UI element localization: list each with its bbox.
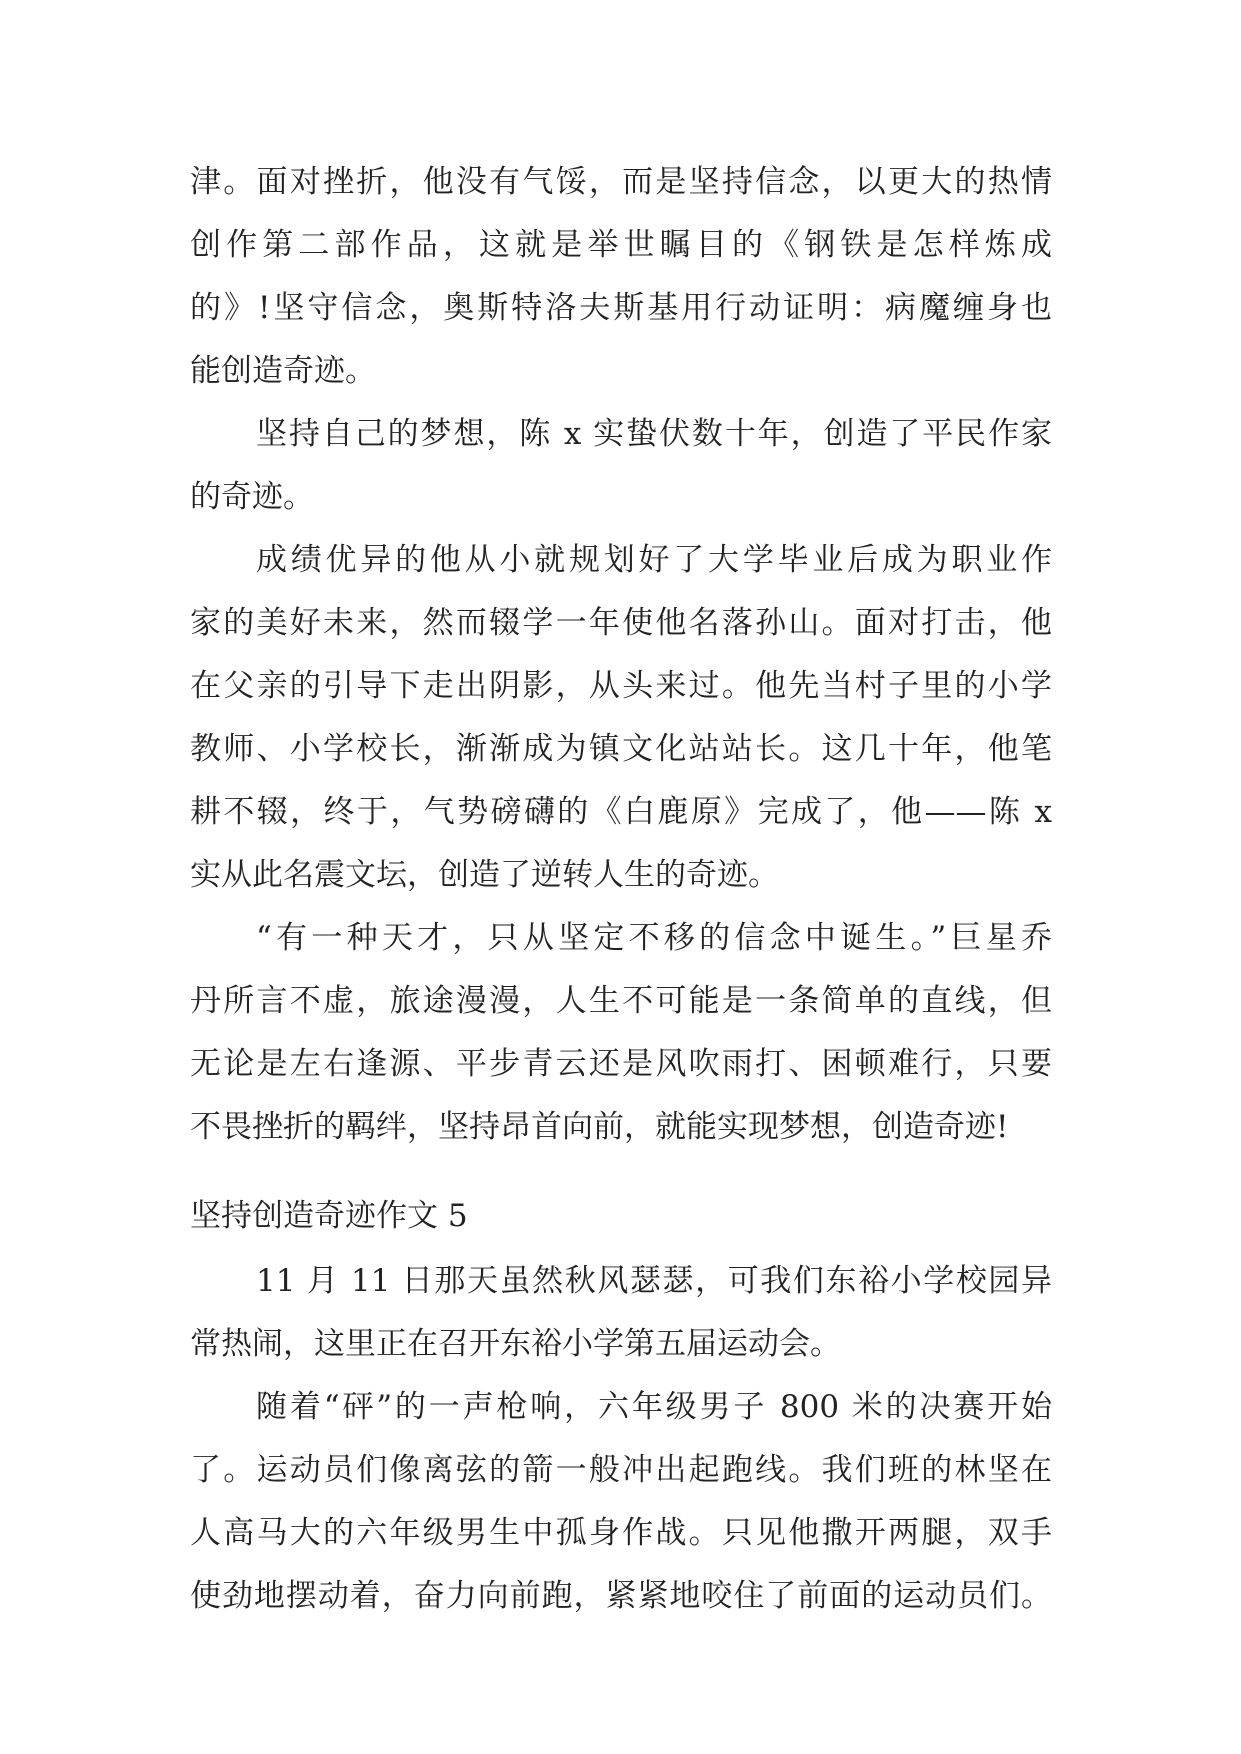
paragraph-line: 能创造奇迹。 xyxy=(190,353,376,389)
paragraph-line: 不畏挫折的羁绊，坚持昂首向前，就能实现梦想，创造奇迹! xyxy=(190,1109,1009,1145)
paragraph-line: 人高马大的六年级男生中孤身作战。只见他撒开两腿，双手 xyxy=(190,1515,1052,1551)
paragraph-line: 11 月 11 日那天虽然秋风瑟瑟，可我们东裕小学校园异 xyxy=(256,1263,1052,1299)
paragraph-line: 了。运动员们像离弦的箭一般冲出起跑线。我们班的林坚在 xyxy=(190,1452,1052,1488)
paragraph-line: 家的美好未来，然而辍学一年使他名落孙山。面对打击，他 xyxy=(190,605,1052,641)
paragraph-line: 在父亲的引导下走出阴影，从头来过。他先当村子里的小学 xyxy=(190,668,1052,704)
paragraph-line: 教师、小学校长，渐渐成为镇文化站站长。这几十年，他笔 xyxy=(190,731,1052,767)
paragraph-line: 创作第二部作品，这就是举世瞩目的《钢铁是怎样炼成 xyxy=(190,227,1052,263)
paragraph-line: 的奇迹。 xyxy=(190,479,314,515)
paragraph-line: “有一种天才，只从坚定不移的信念中诞生。”巨星乔 xyxy=(256,920,1052,956)
paragraph-line: 津。面对挫折，他没有气馁，而是坚持信念，以更大的热情 xyxy=(190,164,1052,200)
paragraph-line: 常热闹，这里正在召开东裕小学第五届运动会。 xyxy=(190,1326,841,1362)
paragraph-line: 实从此名震文坛，创造了逆转人生的奇迹。 xyxy=(190,857,779,893)
paragraph-line: 丹所言不虚，旅途漫漫，人生不可能是一条简单的直线，但 xyxy=(190,983,1052,1019)
paragraph-line: 成绩优异的他从小就规划好了大学毕业后成为职业作 xyxy=(256,542,1052,578)
paragraph-line: 耕不辍，终于，气势磅礴的《白鹿原》完成了，他——陈 x xyxy=(190,794,1052,830)
paragraph-line: 无论是左右逢源、平步青云还是风吹雨打、困顿难行，只要 xyxy=(190,1046,1052,1082)
paragraph-line: 随着“砰”的一声枪响，六年级男子 800 米的决赛开始 xyxy=(256,1389,1052,1425)
paragraph-line: 使劲地摆动着，奋力向前跑，紧紧地咬住了前面的运动员们。 xyxy=(190,1578,1052,1614)
paragraph-line: 的》!坚守信念，奥斯特洛夫斯基用行动证明：病魔缠身也 xyxy=(190,290,1052,326)
section-title: 坚持创造奇迹作文 5 xyxy=(190,1198,468,1234)
paragraph-line: 坚持自己的梦想，陈 x 实蛰伏数十年，创造了平民作家 xyxy=(256,416,1052,452)
